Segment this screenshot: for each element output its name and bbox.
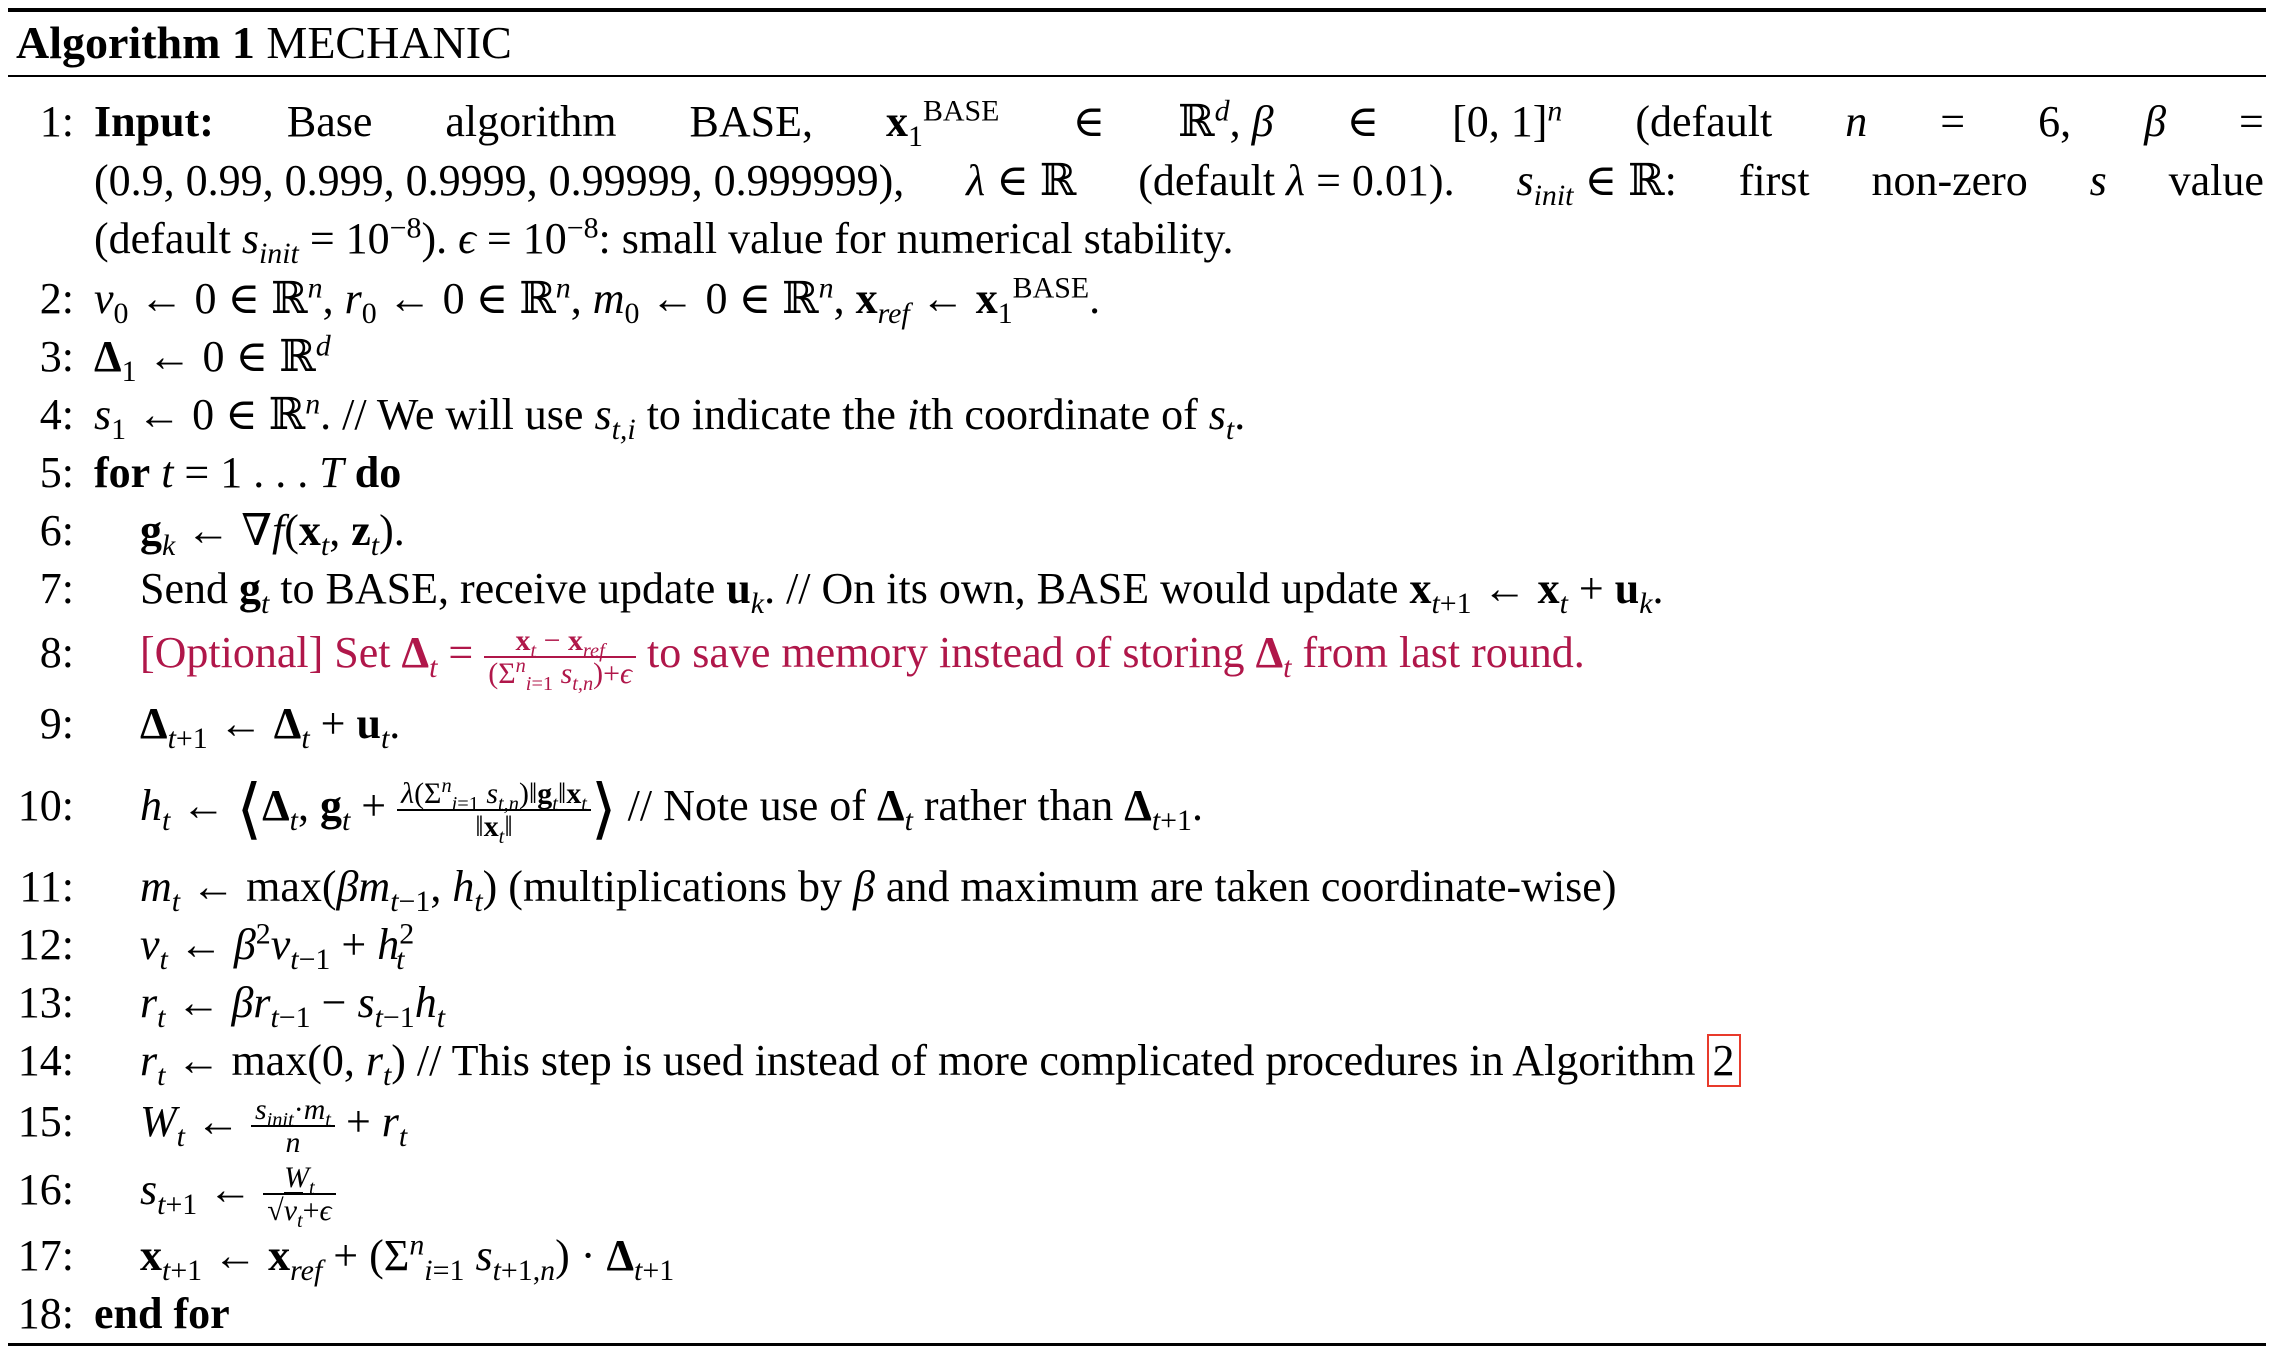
algorithm-line-13: 13: $r_t$ ← $\beta r_{t-1} - s_{t-1}h_t$ — [0, 974, 2274, 1032]
algorithm-line-10: 10: $h_t$ ← $⟨\Delta_t$, $g_t$ + $\frac{\lambda(\Sigma^n_{i=1} s_{t,n})‖g_t‖x_t}{‖x_t‖}$ ⟩ // Note use of $\Delta_t$ rather than $\Delta_{t+1}$. — [0, 756, 2274, 856]
top-rule — [8, 8, 2266, 12]
line-number: 1: — [39, 97, 74, 146]
line-number: 6: — [39, 506, 74, 555]
algorithm-header — [16, 14, 512, 72]
line-1-part-2: (0.9, 0.99, 0.999, 0.9999, 0.99999, 0.999999), λ ∈ ℝ (default λ = 0.01). $s_{init}$ ∈ ℝ: first non-zero s value — [94, 156, 2264, 212]
bottom-rule — [8, 1343, 2266, 1346]
algorithm-line-5: 5: for t = 1 . . . T do — [0, 444, 2274, 502]
algorithm-line-12: 12: $v_t$ ← $\beta^2v_{t-1} + h^2_t$ — [0, 916, 2274, 974]
line-number: 5: — [39, 448, 74, 497]
line-number: 14: — [17, 1036, 74, 1085]
algorithm-line-4: 4: $s_1$ ← 0 ∈ ℝ$^n$. // We will use $s_{t,i}$ to indicate the ith coordinate of $s_t$. — [0, 386, 2274, 444]
algorithm-line-8-optional: 8: [Optional] Set $\Delta_t$ = $\frac{x_t - x_{ref}}{(\Sigma^n_{i=1} s_{t,n})+\epsilon}$ to save memory instead of storing $\Delta_t$ from last round. — [0, 612, 2274, 694]
line-number: 16: — [17, 1165, 74, 1214]
algorithm-2-link[interactable]: 2 — [1707, 1034, 1741, 1087]
line-number: 12: — [17, 920, 74, 969]
header-rule — [8, 75, 2266, 77]
line-1-part-3: (default $s_{init} = 10^{-8}$). $\epsilon = 10^{-8}$: small value for numerical stability. — [94, 211, 1234, 270]
algorithm-line-1 — [0, 92, 2274, 152]
line-number: 8: — [39, 628, 74, 677]
line-number: 11: — [19, 862, 74, 911]
algorithm-line-9: 9: $\Delta_{t+1}$ ← $\Delta_t + u_t$. — [0, 694, 2274, 754]
line-number: 3: — [39, 332, 74, 381]
line-number: 13: — [17, 978, 74, 1027]
line-number: 17: — [17, 1231, 74, 1280]
line-number: 7: — [39, 564, 74, 613]
algorithm-line-6: 6: $g_k$ ← $\nabla f(x_t$, $z_t$). — [0, 502, 2274, 560]
line-number: 2: — [39, 274, 74, 323]
algorithm-line-2: 2: $v_0$ ← 0 ∈ ℝ$^n$, $r_0$ ← 0 ∈ ℝ$^n$, $m_0$ ← 0 ∈ ℝ$^n$, $x_{ref}$ ← $x_1^{BASE}$. — [0, 270, 2274, 328]
algorithm-line-11: 11: $m_t$ ← $\max(\beta m_{t-1}$, $h_t$) (multiplications by β and maximum are taken coordinate-wise) — [0, 858, 2274, 916]
algorithm-label: Algorithm 1 — [16, 17, 255, 68]
line-1-part-1: Input: Base algorithm BASE, $x_1^{BASE}$ ∈ ℝ$^d$, β ∈ [0, 1]$^n$ (default n = 6, β = — [94, 94, 2264, 153]
line-number: 10: — [17, 781, 74, 830]
algorithm-line-17: 17: $x_{t+1}$ ← $x_{ref} + (\Sigma^n_{i=1}$ $s_{t+1,n}) \cdot \Delta_{t+1}$ — [0, 1226, 2274, 1286]
line-number: 18: — [17, 1289, 74, 1338]
algorithm-name: MECHANIC — [266, 17, 512, 68]
line-number: 9: — [39, 699, 74, 748]
algorithm-line-3: 3: $\Delta_1$ ← 0 ∈ ℝ$^d$ — [0, 328, 2274, 386]
algorithm-line-15: 15: $W_t$ ← $\frac{s_{init}\cdot m_t}{n}$ + $r_t$ — [0, 1090, 2274, 1154]
algorithm-line-7: 7: Send $g_t$ to BASE, receive update $u_k$. // On its own, BASE would update $x_{t+1}$ ← $x_t + u_k$. — [0, 560, 2274, 618]
algorithm-line-16: 16: $s_{t+1}$ ← $\frac{W_t}{√v_t+\epsilon}$ — [0, 1156, 2274, 1224]
algorithm-line-14: 14: $r_t$ ← max(0, $r_t$) // This step is used instead of more complicated procedures in Algorithm 2 — [0, 1032, 2274, 1090]
line-number: 15: — [17, 1097, 74, 1146]
algorithm-line-18: 18: end for — [0, 1286, 2274, 1342]
line-number: 4: — [39, 390, 74, 439]
